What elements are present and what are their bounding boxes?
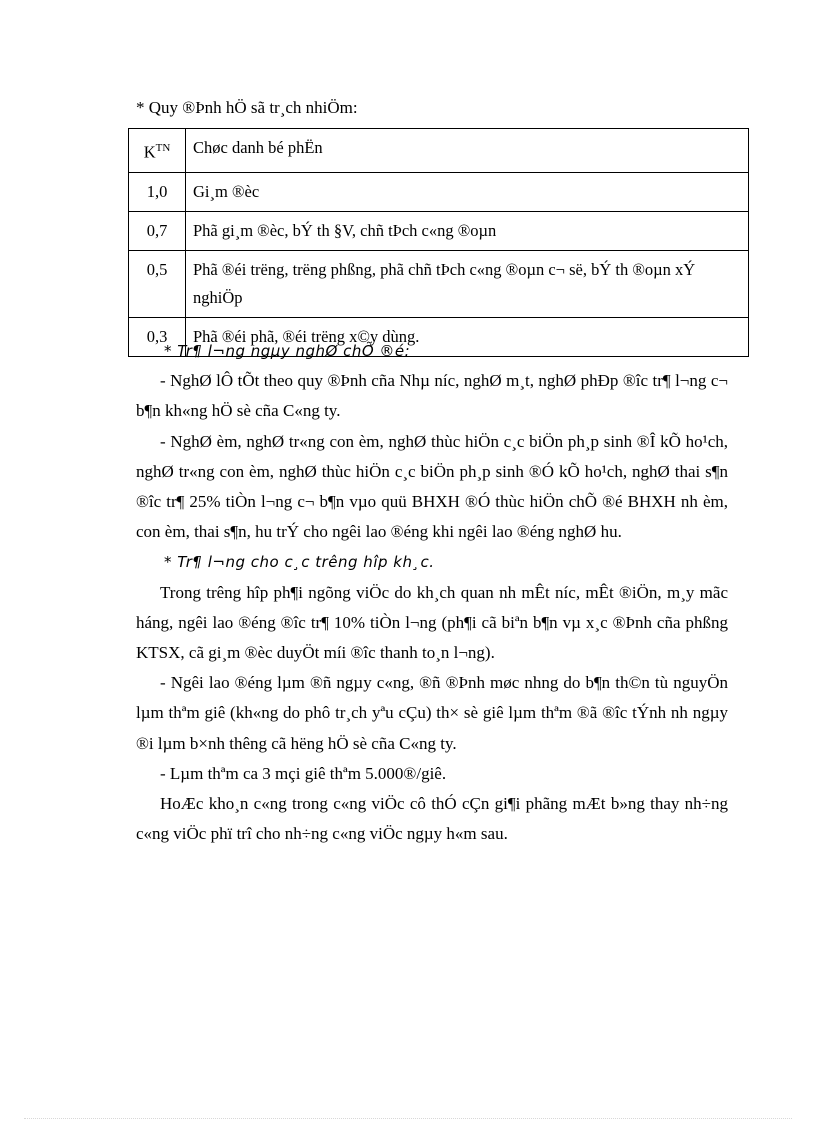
- position-cell: Gi¸m ®èc: [186, 172, 749, 211]
- responsibility-coefficient-table: [128, 128, 749, 357]
- coefficient-cell: 0,5: [129, 250, 186, 317]
- subheading-other-cases: * Tr¶ l¬ng cho c¸c trêng hîp kh¸c.: [164, 553, 435, 572]
- position-cell: Phã ®éi phã, ®éi trëng x©y dùng.: [186, 317, 749, 356]
- position-cell: Phã ®éi trëng, trëng phßng, phã chñ tÞch c«ng ®oµn c¬ së, bÝ th ®oµn xÝ nghiÖp: [186, 250, 749, 317]
- paragraph: HoÆc kho¸n c«ng trong c«ng viÖc cô thÓ cÇn gi¶i phãng mÆt b»ng thay nh÷ng c«ng viÖc phï trî cho nh÷ng c«ng viÖc ngµy h«m sau.: [136, 794, 728, 844]
- coefficient-cell: 0,7: [129, 211, 186, 250]
- header-title-cell: Chøc danh bé phËn: [186, 129, 749, 173]
- page-bottom-divider: [24, 1118, 792, 1119]
- coefficient-cell: 0,3: [129, 317, 186, 356]
- subheading-holiday-pay: * Tr¶ l¬ng ngµy nghØ chÕ ®é:: [164, 342, 411, 360]
- table-row: [129, 250, 749, 317]
- body-text: [136, 336, 728, 849]
- coefficient-cell: 1,0: [129, 172, 186, 211]
- paragraph: - NghØ èm, nghØ tr«ng con èm, nghØ thùc hiÖn c¸c biÖn ph¸p sinh ®Î kÕ ho¹ch, nghØ tr«ng con èm, nghØ thùc hiÖn c¸c biÖn ph¸p sinh ®Ó kÕ ho¹ch, nghØ thai s¶n ®îc tr¶ 25% tiÒn l¬ng c¬ b¶n vµo quü BHXH ®Ó thùc hiÖn chÕ ®é BHXH nh èm, con èm, thai s¶n, hu trÝ cho ngêi lao ®éng khi ngêi lao ®éng nghØ hu.: [136, 431, 728, 542]
- table-header-row: [129, 129, 749, 173]
- position-cell: Phã gi¸m ®èc, bÝ th §V, chñ tÞch c«ng ®oµn: [186, 211, 749, 250]
- paragraph: Trong trêng hîp ph¶i ngõng viÖc do kh¸ch quan nh mÊt níc, mÊt ®iÖn, m¸y mãc háng, ngêi lao ®éng ®îc tr¶ 10% tiÒn l¬ng (ph¶i cã biªn b¶n vµ x¸c ®Þnh cña phßng KTSX, cã gi¸m ®èc duyÖt míi ®îc thanh to¸n l¬ng).: [136, 582, 728, 663]
- header-k-base: K: [143, 142, 156, 162]
- header-k-sup: TN: [155, 142, 171, 154]
- table-row: [129, 172, 749, 211]
- table-row: [129, 211, 749, 250]
- section-heading: * Quy ®Þnh hÖ sã tr¸ch nhiÖm:: [136, 98, 358, 117]
- paragraph: - NghØ lÔ tÕt theo quy ®Þnh cña Nhµ níc, nghØ m¸t, nghØ phÐp ®îc tr¶ l¬ng c¬ b¶n kh«ng hÖ sè cña C«ng ty.: [136, 371, 728, 421]
- paragraph: - Lµm thªm ca 3 mçi giê thªm 5.000®/giê.: [160, 763, 447, 783]
- paragraph: - Ngêi lao ®éng lµm ®ñ ngµy c«ng, ®ñ ®Þnh møc nhng do b¶n th©n tù nguyÖn lµm thªm giê (kh«ng do phô tr¸ch yªu cÇu) th× sè giê lµm thªm ®ã ®îc tÝnh nh ngµy ®i lµm b×nh thêng cã hëng hÖ sè cña C«ng ty.: [136, 673, 728, 753]
- header-coefficient-cell: [129, 129, 186, 173]
